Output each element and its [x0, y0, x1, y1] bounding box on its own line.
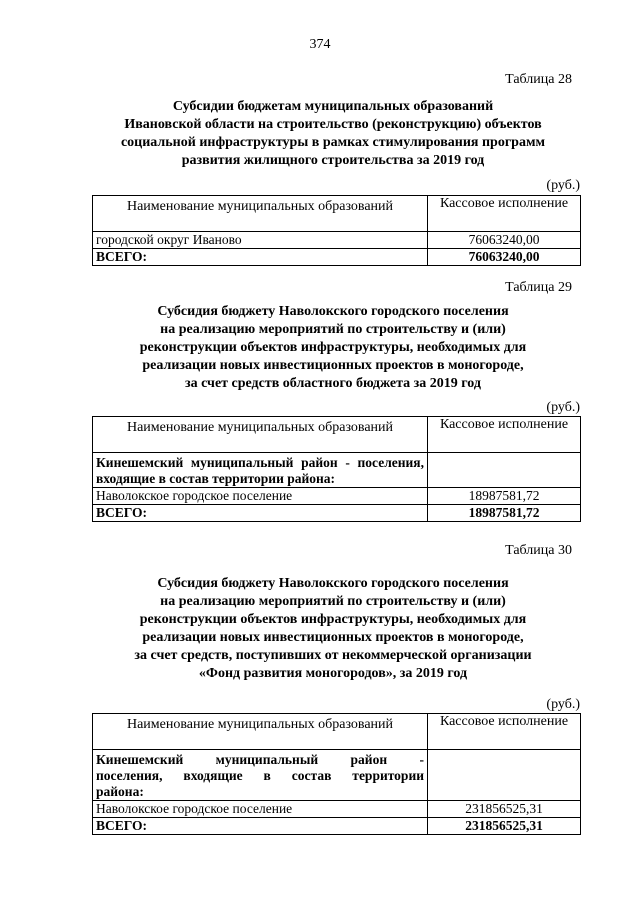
- column-header-value: Кассовое исполнение: [428, 417, 581, 453]
- table-28-title-line: Ивановской области на строительство (реконструкцию) объектов: [124, 117, 542, 132]
- total-row: [93, 818, 581, 835]
- row-value: 18987581,72: [428, 488, 581, 505]
- table-29-title-line: за счет средств областного бюджета за 2019 год: [184, 376, 481, 391]
- row-name: городской округ Иваново: [93, 232, 428, 249]
- row-value: 76063240,00: [428, 232, 581, 249]
- table-28-label: Таблица 28: [505, 72, 572, 87]
- table-29-title-line: Субсидия бюджету Наволокского городского поселения: [157, 304, 509, 319]
- column-header-value: Кассовое исполнение: [428, 196, 581, 232]
- table-30-label: Таблица 30: [505, 543, 572, 558]
- table-30-title-line: на реализацию мероприятий по строительству и (или): [160, 594, 506, 609]
- table-30-title: [88, 575, 578, 683]
- table-29-label: Таблица 29: [505, 280, 572, 295]
- group-row: [93, 750, 581, 801]
- table-30-title-line: за счет средств, поступивших от некоммерческой организации: [134, 648, 532, 663]
- group-label: Кинешемский муниципальный район - поселения, входящие в состав территории района:: [93, 750, 428, 801]
- total-value: 76063240,00: [428, 249, 581, 266]
- table-29-title-line: на реализацию мероприятий по строительству и (или): [160, 322, 506, 337]
- column-header-name: Наименование муниципальных образований: [93, 714, 428, 750]
- table-30: [92, 713, 581, 835]
- group-value: [428, 750, 581, 801]
- column-header-name: Наименование муниципальных образований: [93, 196, 428, 232]
- table-row: [93, 801, 581, 818]
- table-28-unit: (руб.): [546, 178, 580, 193]
- total-row: [93, 249, 581, 266]
- table-28: [92, 195, 581, 266]
- table-29-title-line: реконструкции объектов инфраструктуры, необходимых для: [139, 340, 527, 355]
- table-30-title-line: Субсидия бюджету Наволокского городского поселения: [157, 576, 509, 591]
- column-header-name: Наименование муниципальных образований: [93, 417, 428, 453]
- table-30-title-line: «Фонд развития моногородов», за 2019 год: [198, 666, 468, 681]
- group-row: [93, 453, 581, 488]
- total-label: ВСЕГО:: [93, 505, 428, 522]
- total-value: 18987581,72: [428, 505, 581, 522]
- row-name: Наволокское городское поселение: [93, 801, 428, 818]
- table-28-title-line: развития жилищного строительства за 2019 год: [181, 153, 485, 168]
- table-29-unit: (руб.): [546, 400, 580, 415]
- table-30-unit: (руб.): [546, 697, 580, 712]
- table-29: [92, 416, 581, 522]
- total-label: ВСЕГО:: [93, 818, 428, 835]
- page-number: 374: [309, 37, 331, 52]
- column-header-value: Кассовое исполнение: [428, 714, 581, 750]
- total-value: 231856525,31: [428, 818, 581, 835]
- table-28-title-line: социальной инфраструктуры в рамках стимулирования программ: [120, 135, 546, 150]
- table-29-title: [88, 303, 578, 393]
- total-row: [93, 505, 581, 522]
- table-29-title-line: реализации новых инвестиционных проектов в моногороде,: [142, 358, 524, 373]
- row-name: Наволокское городское поселение: [93, 488, 428, 505]
- total-label: ВСЕГО:: [93, 249, 428, 266]
- row-value: 231856525,31: [428, 801, 581, 818]
- table-30-title-line: реализации новых инвестиционных проектов в моногороде,: [142, 630, 524, 645]
- table-30-title-line: реконструкции объектов инфраструктуры, необходимых для: [139, 612, 527, 627]
- table-row: [93, 488, 581, 505]
- group-value: [428, 453, 581, 488]
- table-28-title: [88, 98, 578, 170]
- table-28-title-line: Субсидии бюджетам муниципальных образований: [172, 99, 494, 114]
- table-row: [93, 232, 581, 249]
- group-label: Кинешемский муниципальный район - поселения, входящие в состав территории района:: [93, 453, 428, 488]
